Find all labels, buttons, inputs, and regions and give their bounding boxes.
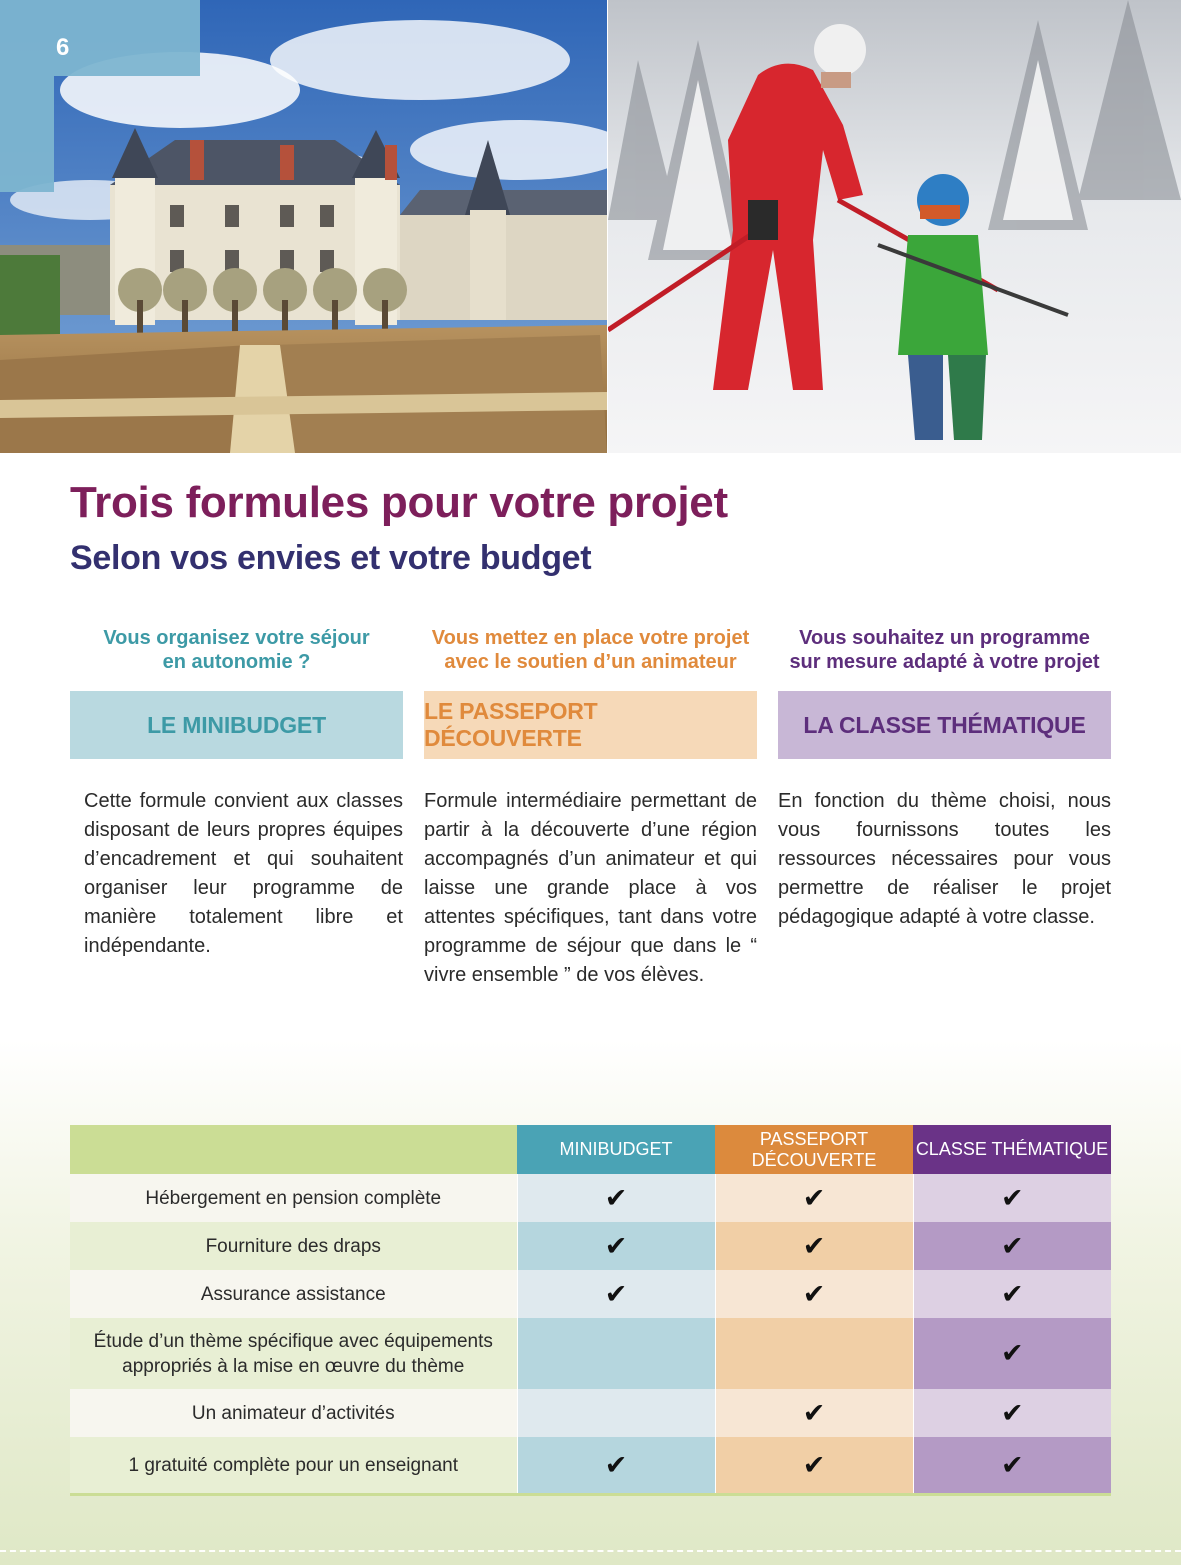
- check-icon: ✔: [517, 1222, 715, 1270]
- table-row-label: Étude d’un thème spécifique avec équipements appropriés à la mise en œuvre du thème: [70, 1318, 517, 1389]
- page-tab: [0, 0, 200, 76]
- comparison-table: [70, 1125, 1111, 1496]
- page-tab-stem: [0, 76, 54, 192]
- formula-label: LE MINIBUDGET: [70, 691, 403, 759]
- check-cell-empty: [517, 1318, 715, 1389]
- table-header-passeport: PASSEPORT DÉCOUVERTE: [715, 1125, 913, 1174]
- check-cell-empty: [715, 1318, 913, 1389]
- check-icon: ✔: [517, 1437, 715, 1495]
- formula-question: Vous souhaitez un programme sur mesure adapté à votre projet: [789, 627, 1100, 673]
- formula-column-minibudget: [70, 626, 403, 961]
- check-cell-empty: [517, 1389, 715, 1437]
- check-icon: ✔: [715, 1174, 913, 1222]
- check-icon: ✔: [715, 1437, 913, 1495]
- check-icon: ✔: [913, 1222, 1111, 1270]
- formula-description: Cette formule convient aux classes disposant de leurs propres équipes d’encadrement et qui souhaitent organiser leur programme de manière totalement libre et indépendante.: [84, 790, 403, 957]
- check-icon: ✔: [715, 1270, 913, 1318]
- check-icon: ✔: [517, 1174, 715, 1222]
- table-row-label: Un animateur d’activités: [70, 1389, 517, 1437]
- formula-column-thematique: [778, 626, 1111, 932]
- table-header-minibudget: MINIBUDGET: [517, 1125, 715, 1174]
- check-icon: ✔: [913, 1389, 1111, 1437]
- formula-question: Vous mettez en place votre projet avec le soutien d’un animateur: [431, 627, 750, 673]
- formula-column-passeport: [424, 626, 757, 990]
- bottom-dashed-divider: [0, 1550, 1181, 1552]
- check-icon: ✔: [913, 1437, 1111, 1495]
- check-icon: ✔: [715, 1222, 913, 1270]
- table-row: [70, 1222, 1111, 1270]
- formula-question: Vous organisez votre séjour en autonomie ?: [103, 627, 370, 673]
- page-title: Trois formules pour votre projet: [70, 478, 728, 527]
- table-row-label: Assurance assistance: [70, 1270, 517, 1318]
- table-row: [70, 1174, 1111, 1222]
- table-header-row: [70, 1125, 1111, 1174]
- page-number: 6: [56, 34, 70, 61]
- check-icon: ✔: [913, 1318, 1111, 1389]
- table-row-label: Fourniture des draps: [70, 1222, 517, 1270]
- page-subtitle: Selon vos envies et votre budget: [70, 539, 592, 577]
- formula-label: LE PASSEPORT DÉCOUVERTE: [424, 691, 757, 759]
- table-row: [70, 1318, 1111, 1389]
- table-row: [70, 1270, 1111, 1318]
- formula-description: En fonction du thème choisi, nous vous fournissons toutes les ressources nécessaires pour vous permettre de réaliser le projet pédagogique adapté à votre classe.: [778, 790, 1111, 928]
- check-icon: ✔: [517, 1270, 715, 1318]
- table-row: [70, 1389, 1111, 1437]
- table-header-blank: [70, 1125, 517, 1174]
- check-icon: ✔: [913, 1270, 1111, 1318]
- table-header-thematique: CLASSE THÉMATIQUE: [913, 1125, 1111, 1174]
- formula-label: LA CLASSE THÉMATIQUE: [778, 691, 1111, 759]
- table-row-label: Hébergement en pension complète: [70, 1174, 517, 1222]
- check-icon: ✔: [913, 1174, 1111, 1222]
- check-icon: ✔: [715, 1389, 913, 1437]
- table-row-label: 1 gratuité complète pour un enseignant: [70, 1437, 517, 1495]
- table-row: [70, 1437, 1111, 1495]
- formula-description: Formule intermédiaire permettant de partir à la découverte d’une région accompagnés d’un animateur et qui laisse une grande place à vos attentes spécifiques, tant dans votre programme de séjour que dans le “ vivre ensemble ” de vos élèves.: [424, 790, 757, 986]
- ski-photo: [608, 0, 1181, 453]
